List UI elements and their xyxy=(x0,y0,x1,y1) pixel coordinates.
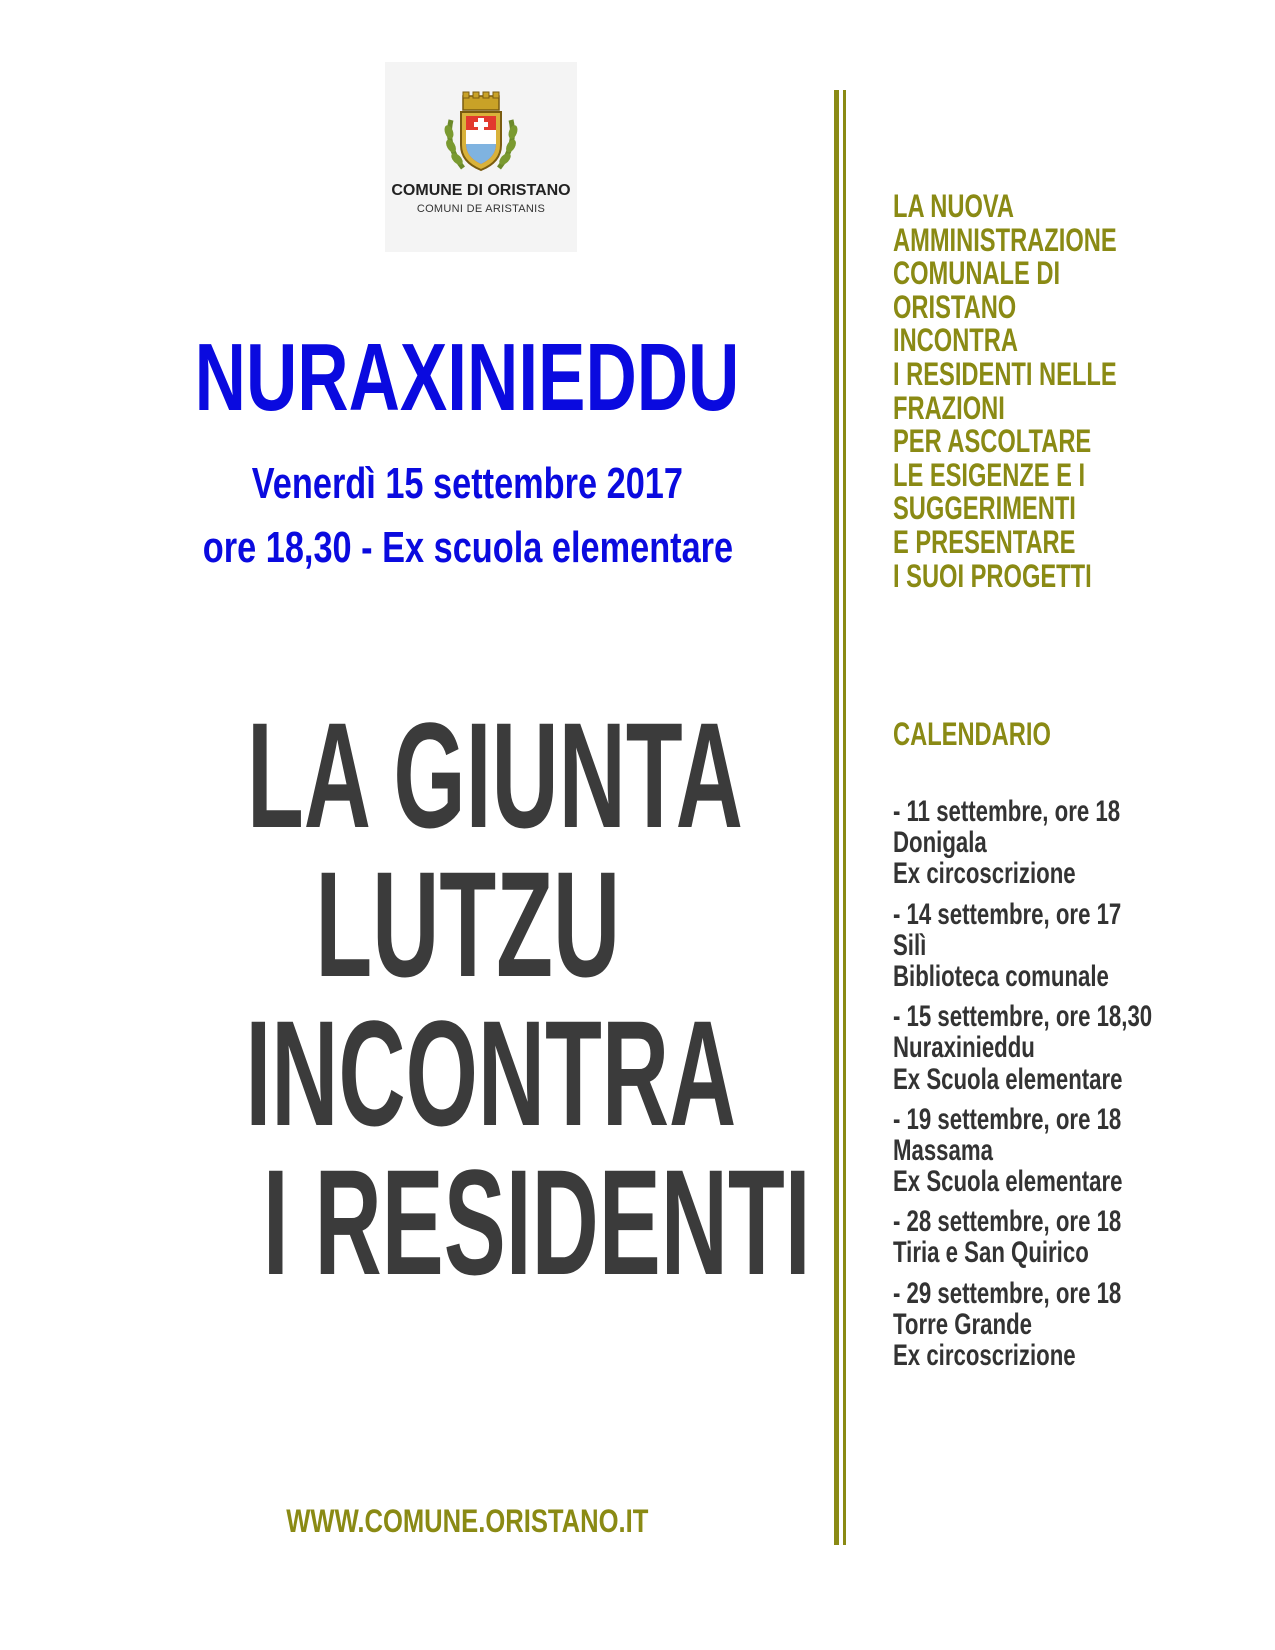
frazione-name: NURAXINIEDDU xyxy=(195,324,740,431)
main-title-line xyxy=(95,840,840,1008)
calendar-entry-when: - 14 settembre, ore 17 xyxy=(893,897,1122,931)
main-title-text: I RESIDENTI xyxy=(262,1138,811,1306)
website-footer xyxy=(95,1505,840,1537)
calendar-entry-venue: Ex Scuola elementare xyxy=(893,1165,1123,1199)
calendar-entry xyxy=(893,1102,1243,1199)
event-time-venue xyxy=(95,523,840,572)
intro-line xyxy=(893,257,1195,291)
event-date-text: Venerdì 15 settembre 2017 xyxy=(251,459,684,508)
main-title-text: LUTZU xyxy=(315,840,620,1008)
calendar-entry-place: Donigala xyxy=(893,826,987,860)
intro-line-text: I SUOI PROGETTI xyxy=(893,557,1092,594)
calendar-entry-place: Silì xyxy=(893,928,927,962)
logo-title: COMUNE DI ORISTANO xyxy=(391,182,571,199)
intro-line xyxy=(893,456,1195,493)
logo-subtitle: COMUNI DE ARISTANIS xyxy=(416,203,546,215)
intro-line xyxy=(893,355,1195,392)
calendar-entry-place: Massama xyxy=(893,1133,993,1167)
intro-text xyxy=(893,190,1195,593)
intro-line xyxy=(893,288,1195,325)
intro-line xyxy=(893,221,1195,258)
calendar-entry-place: Torre Grande xyxy=(893,1307,1032,1341)
intro-line-text: AMMINISTRAZIONE xyxy=(893,221,1117,258)
intro-line xyxy=(893,389,1195,426)
intro-line-text: LE ESIGENZE E I xyxy=(893,456,1086,493)
calendar-list xyxy=(893,797,1243,1381)
main-title-line xyxy=(95,989,840,1157)
intro-line-text: COMUNALE DI xyxy=(893,255,1061,292)
intro-line-text: ORISTANO xyxy=(893,288,1017,325)
calendar-title-text: CALENDARIO xyxy=(893,716,1051,752)
calendar-entry-when: - 19 settembre, ore 18 xyxy=(893,1102,1122,1136)
intro-line xyxy=(893,557,1195,594)
event-time-venue-text: ore 18,30 - Ex scuola elementare xyxy=(202,523,733,572)
main-title-line xyxy=(95,691,840,859)
calendar-entry-when: - 28 settembre, ore 18 xyxy=(893,1205,1122,1239)
calendar-entry-when: - 29 settembre, ore 18 xyxy=(893,1276,1122,1310)
calendar-entry xyxy=(893,797,1243,891)
municipality-logo xyxy=(385,62,577,252)
intro-line-text: SUGGERIMENTI xyxy=(893,490,1076,527)
event-date xyxy=(95,459,840,508)
intro-line xyxy=(893,425,1195,459)
calendar-entry xyxy=(893,1276,1243,1373)
calendar-entry xyxy=(893,897,1243,994)
calendar-entry-when: - 11 settembre, ore 18 xyxy=(893,795,1121,828)
intro-line xyxy=(893,492,1195,526)
coat-of-arms-icon xyxy=(441,90,521,175)
intro-line-text: LA NUOVA xyxy=(893,188,1015,224)
vertical-divider-thin xyxy=(843,90,846,1545)
main-title-line xyxy=(95,1138,840,1306)
calendar-entry-place: Nuraxinieddu xyxy=(893,1031,1035,1065)
calendar-entry-venue: Biblioteca comunale xyxy=(893,959,1109,993)
intro-line xyxy=(893,324,1195,358)
intro-line-text: E PRESENTARE xyxy=(893,523,1076,560)
calendar-title xyxy=(893,718,1106,750)
calendar-entry-venue: Ex circoscrizione xyxy=(893,1339,1076,1372)
calendar-entry-place: Tiria e San Quirico xyxy=(893,1236,1089,1270)
main-title-text: INCONTRA xyxy=(245,989,737,1157)
intro-line xyxy=(893,523,1195,560)
calendar-entry-venue: Ex circoscrizione xyxy=(893,857,1076,891)
calendar-entry xyxy=(893,1207,1243,1269)
intro-line-text: FRAZIONI xyxy=(893,389,1005,426)
calendar-entry xyxy=(893,1002,1243,1096)
intro-line-text: I RESIDENTI NELLE xyxy=(893,355,1117,392)
event-location-heading xyxy=(95,324,840,431)
intro-line-text: PER ASCOLTARE xyxy=(893,423,1092,460)
calendar-entry-venue: Ex Scuola elementare xyxy=(893,1062,1123,1096)
website-link[interactable]: WWW.COMUNE.ORISTANO.IT xyxy=(286,1503,649,1539)
intro-line-text: INCONTRA xyxy=(893,322,1018,359)
intro-line xyxy=(893,190,1195,224)
calendar-entry-when: - 15 settembre, ore 18,30 xyxy=(893,1000,1153,1034)
main-title-text: LA GIUNTA xyxy=(246,691,743,859)
